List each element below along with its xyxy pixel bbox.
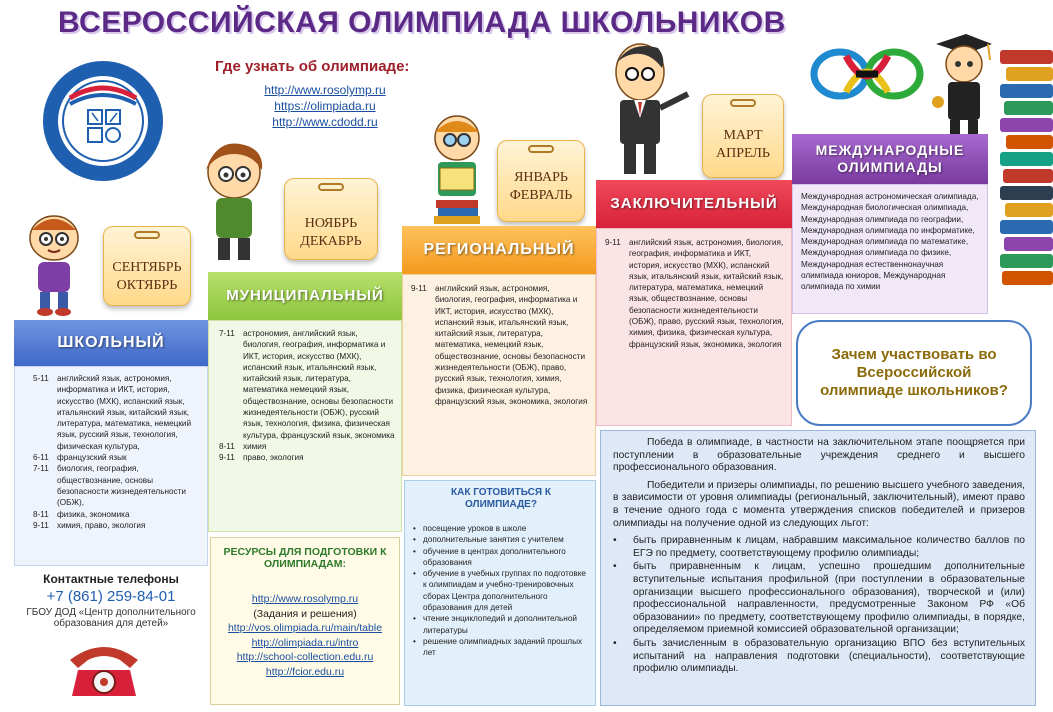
prepare-item: посещение уроков в школе — [423, 524, 527, 533]
prepare-item: решение олимпиадных заданий прошлых лет — [423, 636, 583, 658]
stage-header-final — [596, 180, 792, 228]
grade-label: 6-11 — [33, 453, 49, 463]
why-paragraph: Победа в олимпиаде, в частности на заключительном этапе поощряется при поступлении в образовательные учреждения среднего и высшего профессионального образования. — [613, 437, 1025, 474]
card-ring-icon — [528, 145, 554, 153]
grade-label: 7-11 — [219, 329, 235, 338]
date-card-line: ДЕКАБРЬ — [300, 234, 362, 249]
contacts-phone[interactable]: +7 (861) 259-84-01 — [46, 588, 176, 605]
why-question-line: олимпиаде школьников? — [820, 382, 1008, 399]
subject-list: английский язык, астрономия, биология, география, информатика и ИКТ, история, искусство (МХК), испанский язык, итальянский язык, китайский язык, литература, математика, немецкий язык, обществознание, основы безопасности жизнедеятельности (ОБЖ), право, русский язык, технология, химия, физика, физическая культура, французский язык, экономика, экология — [435, 284, 588, 406]
subject-list: астрономия, английский язык, биология, география, информатика и ИКТ, история, искусство (МХК), испанский язык, итальянский язык, китайский язык, литература, математика немецкий язык, обществознание, основы безопасности жизнедеятельности (ОБЖ), русский язык, технология, физика, физическая культура, французский язык, экономика — [243, 329, 395, 440]
where-links — [240, 82, 410, 130]
date-card-school — [103, 226, 191, 306]
international-olympiads-list: Международная астрономическая олимпиада, Международная биологическая олимпиада, Международная олимпиада по географии, Международная олимпиада по информатике, Международная олимпиада по математике, Международная олимпиада по физике, Международная естественнонаучная олимпиада юниоров, Международная олимпиада по химии — [801, 192, 979, 292]
resource-link[interactable]: http://school-collection.edu.ru — [236, 651, 374, 663]
subject-list: химия, право, экология — [57, 520, 146, 530]
grade-label: 8-11 — [219, 441, 235, 451]
date-card-line: ОКТЯБРЬ — [116, 278, 178, 293]
why-benefit: быть приравненным к лицам, успешно прошедшим дополнительные вступительные испытания профильной (при поступлении в образовательные организации высшего профессионального образования), творческой и (или) профессиональной направленности, предусмотренные Законом РФ «Об образовании» по предмету, соответствующему профилю олимпиады, в порядке, определяемом приемной комиссией образовательной организации; — [633, 561, 1025, 636]
grade-label: 8-11 — [33, 509, 49, 519]
stage-title: ЗАКЛЮЧИТЕЛЬНЫЙ — [610, 195, 778, 212]
book-stack — [1000, 50, 1053, 312]
date-card-final — [702, 94, 784, 178]
date-card-regional — [497, 140, 585, 222]
cartoon-graduate — [926, 30, 996, 138]
why-benefit: быть приравненным к лицам, набравшим максимальное количество баллов по ЕГЭ по предмету, соответствующему профилю олимпиады; — [633, 535, 1025, 559]
prepare-item: дополнительные занятия с учителем — [423, 535, 564, 545]
stage-body-international — [792, 184, 988, 314]
date-card-municipal — [284, 178, 378, 260]
prepare-item: чтение энциклопедий и дополнительной литературы — [423, 614, 577, 635]
resources-box — [210, 537, 400, 705]
stage-title: РЕГИОНАЛЬНЫЙ — [423, 241, 575, 258]
card-ring-icon — [730, 99, 756, 107]
resource-link[interactable]: http://olimpiada.ru/intro — [251, 636, 359, 649]
contacts-title: Контактные телефоны — [43, 572, 179, 586]
grade-label: 9-11 — [411, 284, 427, 293]
resources-title-line: ОЛИМПИАДАМ: — [264, 558, 346, 570]
date-card-line: МАРТ — [723, 128, 763, 143]
stage-body-regional — [402, 274, 596, 476]
prepare-item: обучение в центрах дополнительного образования — [423, 546, 566, 567]
grade-label: 7-11 — [33, 464, 49, 474]
resource-note: (Задания и решения) — [253, 607, 357, 620]
stage-title-line: ОЛИМПИАДЫ — [837, 159, 943, 175]
stage-header-regional — [402, 226, 596, 274]
why-answer: Победа в олимпиаде, в частности на заключительном этапе поощряется при поступлении в образовательные учреждения среднего и высшего профессионального образования. Победители и призеры олимпиады, по решению высшего учебного заведения, в зависимости от уровня олимпиады (региональный, заключительный), имеют право в течение одного года с момента утверждения списков победителей и призеров олимпиады на получение одной из следующих льгот: • быть приравненным к лицам, набравшим максимальное количество баллов по ЕГЭ по предмету, соответствующему профилю олимпиады; • быть приравненным к лицам, успешно прошедшим дополнительные вступительные испытания профильной (при поступлении в образовательные организации высшего профессионального образования), творческой и (или) профессиональной направленности, предусмотренные Законом РФ «Об образовании» по предмету, соответствующему профилю олимпиады, в порядке, определяемом приемной комиссией образовательной организации; • быть зачисленным в образовательную организацию ВПО без вступительных испытаний на направления подготовки (специальности), соответствующие профилю олимпиады. — [600, 430, 1036, 706]
contacts-org-line: ГБОУ ДОД «Центр дополнительного — [26, 607, 196, 618]
grade-label: 5-11 — [33, 374, 49, 383]
telephone-icon — [66, 640, 142, 700]
stage-title: ШКОЛЬНЫЙ — [57, 334, 165, 351]
grade-label: 9-11 — [605, 238, 621, 247]
prepare-title-line: ОЛИМПИАДЕ? — [465, 499, 537, 510]
subject-list: физика, экономика — [57, 509, 130, 519]
grade-label: 9-11 — [33, 520, 49, 530]
stage-title: МУНИЦИПАЛЬНЫЙ — [226, 287, 384, 304]
stage-header-school — [14, 320, 208, 366]
resource-link[interactable]: http://vos.olimpiada.ru/main/table — [227, 622, 383, 634]
link-rosolymp[interactable]: http://www.rosolymp.ru — [264, 83, 386, 97]
stage-header-international — [792, 134, 988, 184]
why-question-line: Всероссийской — [856, 364, 972, 381]
card-ring-icon — [318, 183, 344, 191]
stage-body-municipal — [208, 320, 402, 532]
stage-body-school — [14, 366, 208, 566]
why-paragraph: Победители и призеры олимпиады, по решению высшего учебного заведения, в зависимости от уровня олимпиады (региональный, заключительный), имеют право в течение одного года с момента утверждения списков победителей и призеров олимпиады на получение одной из следующих льгот: — [613, 479, 1025, 529]
cartoon-boy-municipal — [196, 140, 272, 268]
cartoon-boy-reading — [420, 110, 494, 228]
date-card-line: НОЯБРЬ — [304, 216, 358, 231]
link-cdodd[interactable]: http://www.cdodd.ru — [272, 115, 378, 129]
prepare-box: КАК ГОТОВИТЬСЯ К ОЛИМПИАДЕ? • посещение уроков в школе • дополнительные занятия с учителем • обучение в центрах дополнительного образования • обучение в учебных группах по подготовке к олимпиадам и учебно-тренировочных сборах Центра дополнительного образования для детей • чтение энциклопедий и дополнительной литературы • решение олимпиадных заданий прошлых лет — [404, 480, 596, 706]
contacts-org-line: образования для детей» — [53, 618, 169, 629]
prepare-item: обучение в учебных группах по подготовке к олимпиадам и учебно-тренировочных сборах Центра дополнительного образования для детей — [423, 569, 586, 613]
cartoon-boy-school — [18, 212, 90, 316]
contacts — [14, 572, 208, 629]
subject-list: английский язык, астрономия, биология, география, информатика и ИКТ, история, искусство (МХК), испанский язык, итальянский язык, китайский язык, литература, математика, немецкий язык, обществознание, основы безопасности жизнедеятельности (ОБЖ), право, русский язык, технология, химия, физика, физическая культура, французский язык, экономика, экология — [629, 238, 784, 349]
olympic-rings — [806, 42, 928, 112]
stage-title-line: МЕЖДУНАРОДНЫЕ — [815, 142, 965, 158]
date-card-line: АПРЕЛЬ — [716, 146, 770, 161]
resources-title-line: РЕСУРСЫ ДЛЯ ПОДГОТОВКИ К — [223, 546, 387, 558]
subject-list: французский язык — [57, 453, 127, 463]
why-question — [796, 320, 1032, 426]
grade-label: 9-11 — [219, 453, 235, 463]
why-benefit: быть зачисленным в образовательную организацию ВПО без вступительных испытаний на направления подготовки (специальности), соответствующие профилю олимпиады. — [633, 637, 1025, 675]
resource-link[interactable]: http://fcior.edu.ru — [265, 665, 345, 678]
resource-link[interactable]: http://www.rosolymp.ru — [251, 593, 359, 605]
date-card-line: ЯНВАРЬ — [514, 170, 568, 185]
why-question-line: Зачем участвовать во — [831, 346, 997, 363]
link-olimpiada[interactable]: https://olimpiada.ru — [274, 99, 376, 113]
page-title: ВСЕРОССИЙСКАЯ ОЛИМПИАДА ШКОЛЬНИКОВ — [58, 6, 786, 39]
subject-list: английский язык, астрономия, информатика и ИКТ, история, искусство (МХК), испанский язык, итальянский язык, китайский язык, литература, математика, немецкий язык, русский язык, технология, физическая культура, — [57, 374, 192, 451]
date-card-line: СЕНТЯБРЬ — [112, 260, 182, 275]
cartoon-professor — [600, 38, 692, 180]
date-card-line: ФЕВРАЛЬ — [509, 188, 573, 203]
card-ring-icon — [134, 231, 160, 239]
logo-emblem — [40, 58, 166, 184]
subject-list: право, экология — [243, 453, 304, 463]
where-title: Где узнать об олимпиаде: — [215, 58, 410, 75]
stage-header-municipal — [208, 272, 402, 320]
prepare-title-line: КАК ГОТОВИТЬСЯ К — [451, 487, 551, 498]
stage-body-final — [596, 228, 792, 426]
subject-list: биология, география, обществознание, основы безопасности жизнедеятельности (ОБЖ), — [57, 464, 186, 508]
subject-list: химия — [243, 441, 267, 451]
